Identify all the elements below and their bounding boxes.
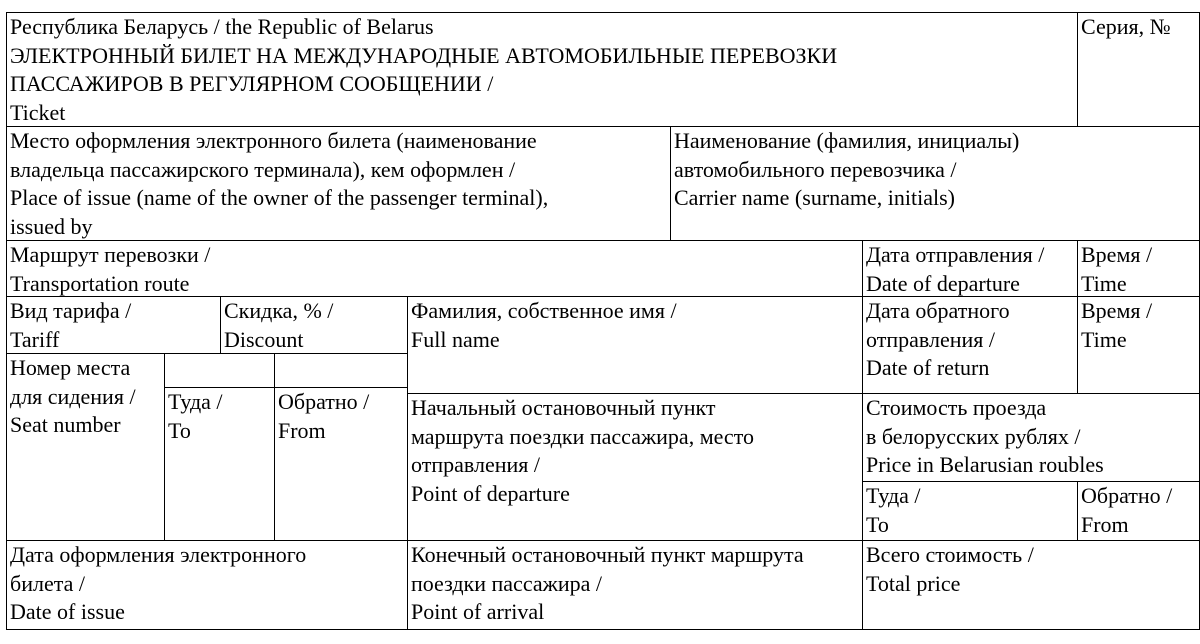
departure-point-line-1: Начальный остановочный пункт <box>411 395 716 420</box>
departure-time-line-2: Time <box>1081 270 1127 296</box>
arrival-point-line-2: поездки пассажира / <box>411 570 602 596</box>
tariff-line-2: Tariff <box>10 326 60 352</box>
issue-date-line-2: билета / <box>10 570 85 596</box>
full-name-line-1: Фамилия, собственное имя / <box>411 298 677 323</box>
place-of-issue-line-3: Place of issue (name of the owner of the passenger terminal), <box>10 185 549 210</box>
discount-line-2: Discount <box>224 326 304 352</box>
seat-from-cell <box>274 387 408 541</box>
price-to-line-2: To <box>866 511 889 537</box>
tariff-line-1: Вид тарифа / <box>10 298 132 323</box>
arrival-point-line-1: Конечный остановочный пункт маршрута <box>411 542 804 567</box>
ticket-header <box>6 12 1078 127</box>
point-of-arrival-cell <box>407 540 863 630</box>
return-date-cell <box>862 296 1078 394</box>
seat-blank-to <box>164 353 275 388</box>
return-date-line-3: Date of return <box>866 355 990 380</box>
departure-point-line-2: маршрута поездки пассажира, место <box>411 423 755 449</box>
price-line-3: Price in Belarusian roubles <box>866 452 1104 477</box>
seat-number-cell <box>6 353 165 541</box>
place-of-issue-line-2: владельца пассажирского терминала), кем оформлен / <box>10 156 516 182</box>
departure-date-cell <box>862 240 1078 297</box>
seat-to-line-2: To <box>168 417 191 443</box>
series-label: Серия, № <box>1081 14 1171 39</box>
carrier-name-cell <box>670 126 1200 241</box>
seat-from-line-1: Обратно / <box>278 389 370 414</box>
route-cell <box>6 240 863 297</box>
series-number-cell <box>1077 12 1200 127</box>
price-from-line-2: From <box>1081 511 1129 537</box>
price-line-2: в белорусских рублях / <box>866 423 1081 449</box>
title-line-2: ПАССАЖИРОВ В РЕГУЛЯРНОМ СООБЩЕНИИ / <box>10 71 494 96</box>
title-en: Ticket <box>10 99 66 125</box>
seat-to-cell <box>164 387 275 541</box>
arrival-point-line-3: Point of arrival <box>411 599 545 624</box>
place-of-issue-line-4: issued by <box>10 213 93 239</box>
full-name-line-2: Full name <box>411 326 500 352</box>
discount-cell <box>220 296 408 354</box>
seat-to-line-1: Туда / <box>168 389 223 414</box>
issue-date-line-3: Date of issue <box>10 599 125 624</box>
departure-date-line-2: Date of departure <box>866 270 1020 296</box>
full-name-cell <box>407 296 863 394</box>
price-from-cell <box>1077 481 1200 541</box>
seat-line-1: Номер места <box>10 355 131 380</box>
seat-line-3: Seat number <box>10 412 121 437</box>
departure-time-cell <box>1077 240 1200 297</box>
seat-from-line-2: From <box>278 417 326 443</box>
carrier-line-3: Carrier name (surname, initials) <box>674 185 956 210</box>
price-line-1: Стоимость проезда <box>866 395 1047 420</box>
title-line-1: ЭЛЕКТРОННЫЙ БИЛЕТ НА МЕЖДУНАРОДНЫЕ АВТОМОБИЛЬНЫЕ ПЕРЕВОЗКИ <box>10 42 838 68</box>
return-time-line-1: Время / <box>1081 298 1153 323</box>
price-to-line-1: Туда / <box>866 483 921 508</box>
total-price-cell <box>862 540 1200 630</box>
total-price-line-1: Всего стоимость / <box>866 542 1034 567</box>
carrier-line-2: автомобильного перевозчика / <box>674 156 957 182</box>
price-cell <box>862 393 1200 482</box>
point-of-departure-cell <box>407 393 863 541</box>
price-to-cell <box>862 481 1078 541</box>
country-line: Республика Беларусь / the Republic of Belarus <box>10 14 434 39</box>
date-of-issue-cell <box>6 540 408 630</box>
issue-date-line-1: Дата оформления электронного <box>10 542 307 567</box>
place-of-issue-line-1: Место оформления электронного билета (наименование <box>10 128 537 153</box>
return-date-line-2: отправления / <box>866 326 995 352</box>
seat-line-2: для сидения / <box>10 383 136 409</box>
price-from-line-1: Обратно / <box>1081 483 1173 508</box>
return-time-cell <box>1077 296 1200 394</box>
departure-time-line-1: Время / <box>1081 242 1153 267</box>
route-line-2: Transportation route <box>10 270 190 296</box>
tariff-cell <box>6 296 221 354</box>
return-time-line-2: Time <box>1081 326 1127 352</box>
seat-blank-from <box>274 353 408 388</box>
departure-date-line-1: Дата отправления / <box>866 242 1045 267</box>
carrier-line-1: Наименование (фамилия, инициалы) <box>674 128 1020 153</box>
departure-point-line-4: Point of departure <box>411 480 570 506</box>
discount-line-1: Скидка, % / <box>224 298 334 323</box>
route-line-1: Маршрут перевозки / <box>10 242 211 267</box>
place-of-issue-cell <box>6 126 671 241</box>
total-price-line-2: Total price <box>866 570 961 596</box>
return-date-line-1: Дата обратного <box>866 298 1010 323</box>
departure-point-line-3: отправления / <box>411 452 540 477</box>
